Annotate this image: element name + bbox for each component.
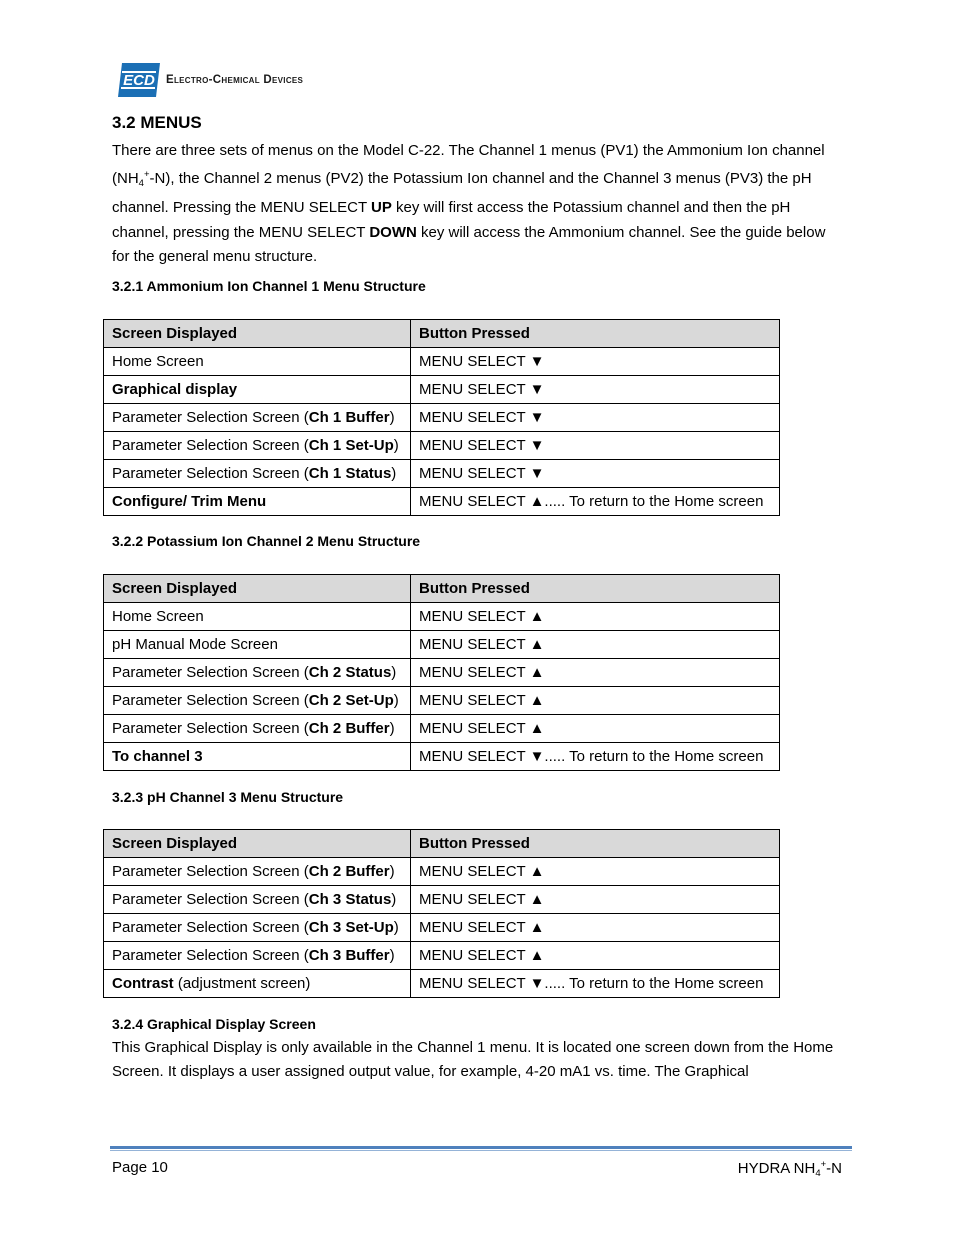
table-row: Contrast (adjustment screen) MENU SELECT ▼..... To return to the Home screen — [104, 970, 780, 998]
table2-heading: 3.2.2 Potassium Ion Channel 2 Menu Structure — [112, 533, 421, 549]
channel2-menu-table — [103, 574, 780, 771]
table-row: Home Screen MENU SELECT ▲ — [104, 603, 780, 631]
table-row: Home Screen MENU SELECT ▼ — [104, 348, 780, 376]
table-row: To channel 3 MENU SELECT ▼..... To return to the Home screen — [104, 743, 780, 771]
svg-text:ECD: ECD — [123, 72, 155, 89]
company-logo — [118, 60, 303, 100]
table-row: Parameter Selection Screen (Ch 1 Status) MENU SELECT ▼ — [104, 460, 780, 488]
table-row: Parameter Selection Screen (Ch 2 Buffer) MENU SELECT ▲ — [104, 858, 780, 886]
footer-rule-thin — [110, 1150, 852, 1151]
footer-rule — [110, 1146, 852, 1149]
table-row: Parameter Selection Screen (Ch 2 Buffer) MENU SELECT ▲ — [104, 715, 780, 743]
table-header-row: Screen Displayed Button Pressed — [104, 320, 780, 348]
graphical-paragraph: This Graphical Display is only available in the Channel 1 menu. It is located one screen down from the Home Screen. It displays a user assigned output value, for example, 4-20 mA1 vs. time. The Graphical — [112, 1039, 834, 1081]
table-row: Parameter Selection Screen (Ch 3 Status) MENU SELECT ▲ — [104, 886, 780, 914]
page-number: Page 10 — [112, 1159, 168, 1176]
graphical-heading: 3.2.4 Graphical Display Screen — [112, 1016, 316, 1032]
table-row: pH Manual Mode Screen MENU SELECT ▲ — [104, 631, 780, 659]
table-row: Parameter Selection Screen (Ch 2 Set-Up) MENU SELECT ▲ — [104, 687, 780, 715]
table-header-row: Screen Displayed Button Pressed — [104, 575, 780, 603]
table-row: Graphical display MENU SELECT ▼ — [104, 376, 780, 404]
intro-paragraph: There are three sets of menus on the Model C-22. The Channel 1 menus (PV1) the Ammonium Ion channel $(NH_4^+-N)$, the Channel 2 menus (PV2) the Potassium Ion channel and the Channel 3 menus (PV3) the pH channel. Pressing the MENU SELECT UP key will first access the Potassium channel and then the pH channel, pressing the MENU SELECT DOWN key will access the Ammonium channel. See the guide below for the general menu structure. — [112, 142, 826, 265]
table1-heading: 3.2.1 Ammonium Ion Channel 1 Menu Structure — [112, 278, 426, 294]
table-row: Parameter Selection Screen (Ch 2 Status) MENU SELECT ▲ — [104, 659, 780, 687]
table-header-row: Screen Displayed Button Pressed — [104, 830, 780, 858]
channel3-menu-table — [103, 829, 780, 998]
table-row: Parameter Selection Screen (Ch 3 Set-Up) MENU SELECT ▲ — [104, 914, 780, 942]
product-name: HYDRA $NH_4^+-N$ — [737, 1159, 842, 1179]
table-row: Parameter Selection Screen (Ch 3 Buffer) MENU SELECT ▲ — [104, 942, 780, 970]
table3-heading: 3.2.3 pH Channel 3 Menu Structure — [112, 789, 344, 805]
ecd-logo-icon — [118, 61, 160, 99]
table-row: Configure/ Trim Menu MENU SELECT ▲..... To return to the Home screen — [104, 488, 780, 516]
company-name: Electro-Chemical Devices — [166, 74, 304, 86]
table-row: Parameter Selection Screen (Ch 1 Buffer) MENU SELECT ▼ — [104, 404, 780, 432]
table-row: Parameter Selection Screen (Ch 1 Set-Up) MENU SELECT ▼ — [104, 432, 780, 460]
section-title: 3.2 MENUS — [112, 113, 202, 132]
channel1-menu-table — [103, 319, 780, 516]
